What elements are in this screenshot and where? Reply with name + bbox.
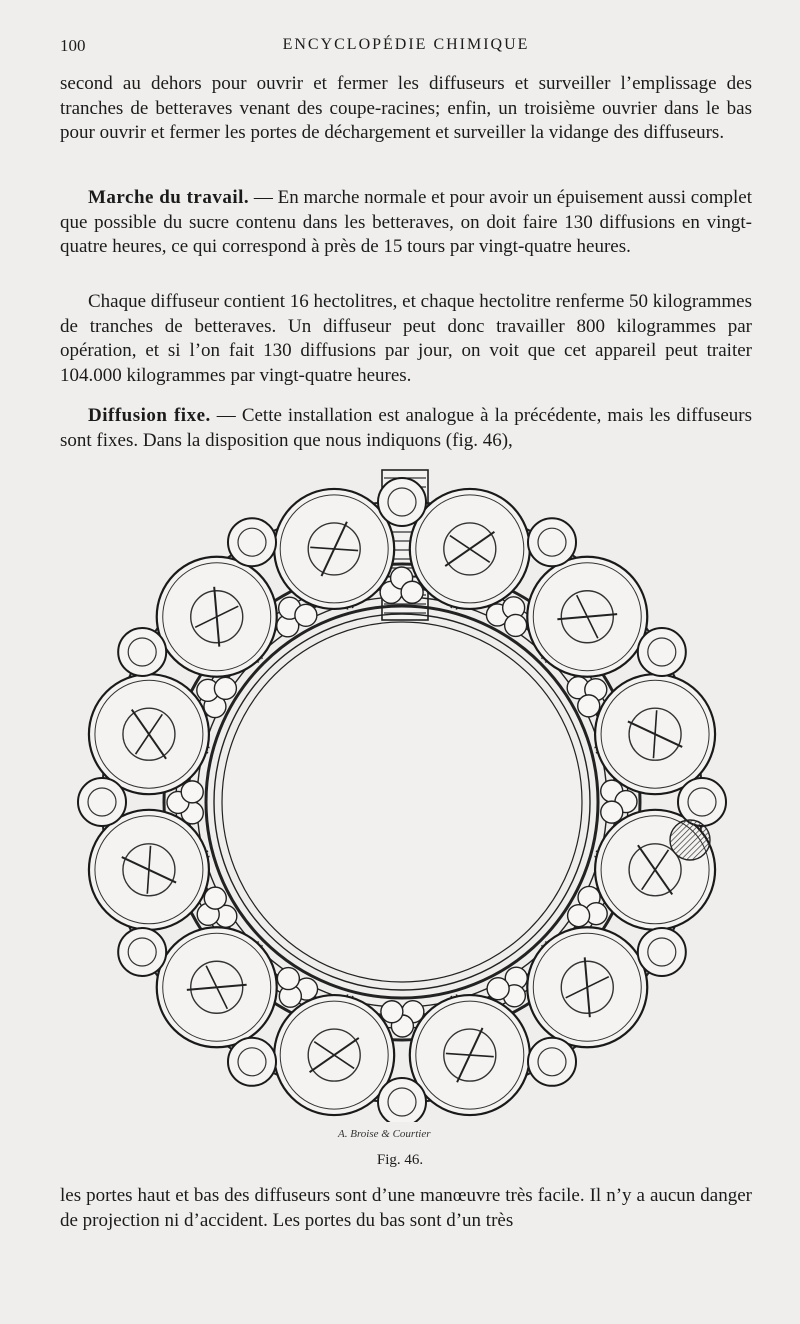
calorisator: [638, 628, 686, 676]
calorisator: [78, 778, 126, 826]
engraver-signature: A. Broise & Courtier: [338, 1128, 431, 1140]
figure-caption: Fig. 46.: [376, 1152, 424, 1168]
page-number: 100: [60, 36, 86, 55]
section-title-marche: Marche du travail.: [88, 187, 250, 208]
paragraph-4: [60, 404, 752, 453]
valve-wheel: [181, 781, 203, 803]
calorisator: [228, 518, 276, 566]
valve-wheel: [487, 978, 509, 1000]
page-header: [60, 36, 752, 58]
paragraph-4-text: — Cette installation est analogue à la précédente, mais les diffuseurs sont fixes. Dans la disposition que nous indiquons (fig. 46),: [60, 405, 753, 451]
valve-wheel: [401, 581, 423, 603]
central-opening: [222, 622, 582, 982]
calorisator: [378, 478, 426, 526]
paragraph-3-block: [60, 290, 752, 388]
calorisator: [228, 1038, 276, 1086]
section-diffusion-fixe: [60, 404, 752, 453]
paragraph-2-text: — En marche normale et pour avoir un épuisement aussi complet que possible du sucre contenu dans les betteraves, on doit faire 130 diffusions en vingt-quatre heures, ce qui correspond à près de 15 tours par vingt-quatre heures.: [60, 187, 752, 257]
valve-wheel: [578, 695, 600, 717]
running-head: ENCYCLOPÉDIE CHIMIQUE: [282, 36, 530, 53]
calorisator: [118, 928, 166, 976]
paragraph-1-block: [60, 72, 752, 146]
paragraph-5: les portes haut et bas des diffuseurs sont d’une manœuvre très facile. Il n’y a aucun danger de projection ni d’accident. Les portes du bas sont d’un très: [60, 1185, 752, 1231]
calorisator: [678, 778, 726, 826]
open-tank-hatch: [670, 820, 710, 860]
valve-wheel: [568, 905, 590, 927]
diffusion-ring-illustration: [60, 462, 752, 1122]
paragraph-2: [60, 186, 752, 260]
figure-46-diffusion-battery: [60, 462, 752, 1142]
section-marche-du-travail: [60, 186, 752, 260]
calorisator: [528, 518, 576, 566]
calorisator: [528, 1038, 576, 1086]
valve-wheel: [204, 887, 226, 909]
valve-wheel: [214, 677, 236, 699]
valve-wheel: [505, 614, 527, 636]
calorisator: [118, 628, 166, 676]
valve-wheel: [277, 968, 299, 990]
paragraph-1: second au dehors pour ouvrir et fermer les diffuseurs et surveiller l’emplissage des tranches de betteraves venant des coupe-racines; enfin, un troisième ouvrier dans le bas pour ouvrir et fermer les portes de déchargement et surveiller la vidange des diffuseurs.: [60, 73, 752, 143]
valve-wheel: [381, 1001, 403, 1023]
paragraph-5-block: [60, 1184, 752, 1233]
section-title-diffusion: Diffusion fixe.: [88, 405, 211, 426]
calorisator: [638, 928, 686, 976]
valve-wheel: [295, 604, 317, 626]
valve-wheel: [601, 801, 623, 823]
paragraph-3: Chaque diffuseur contient 16 hectolitres, et chaque hectolitre renferme 50 kilogrammes de tranches de betteraves. Un diffuseur peut donc travailler 800 kilogrammes par opération, et si l’on fait 130 diffusions par jour, on voit que cet appareil peut traiter 104.000 kilogrammes par vingt-quatre heures.: [60, 291, 752, 386]
